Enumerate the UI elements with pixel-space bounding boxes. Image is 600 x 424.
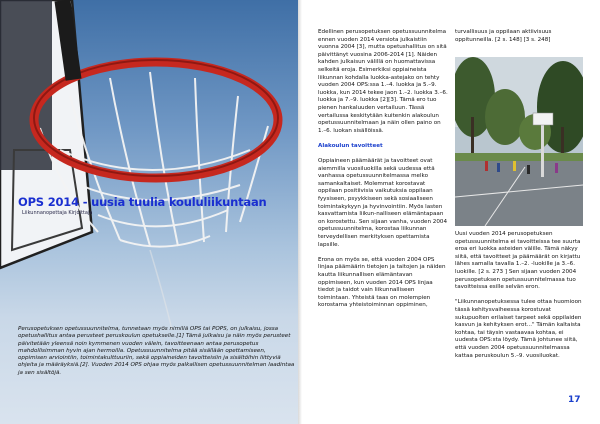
player	[555, 163, 558, 173]
text-column-2-bottom	[455, 231, 583, 368]
outdoor-court-photo	[455, 57, 583, 226]
paragraph: Oppiaineen päämäärät ja tavoitteet ovat aiemmilla vuosiluokilla sekä uudessa että vanhassa opetussuunnitelmassa melko samankaltaiset. Molemmat korostavat oppilaan positiivisia vaikutuksia oppilaan fyysiseen, psyykkiseen sekä sosiaaliseen toimintakykyyn ja hyvinvointiin. Myös lasten kasvattamista liikun-nalliseen elämäntapaan on korostettu. Sen sijaan vanha, vuoden 2004 opetussuunnitelma, korostaa liikunnan terveydellisen merkityksen opettamista lapsille.	[318, 158, 448, 248]
page-gutter	[298, 0, 302, 424]
article-title: OPS 2014 - uusia tuulia koululiikuntaan	[18, 195, 267, 209]
text-column-1	[318, 29, 448, 318]
article-intro: Perusopetuksen opetussuunnitelma, tunnetaan myös nimillä OPS tai POPS, on julkaisu, jossa opetushallitus antaa perusteet peruskoulun opetukselle.[1] Tämä julkaisu ja näin myös perusteet päivitetään yleensä noin kymmenen vuoden välein, tavoitteenaan antaa perusopetus mahdollisimman hyvin ajan hermoilla. Opetussuunnitelma pitää sisällään opettamiseen, oppimisen arviointiin, toimintakulttuuriin, sekä oppiaineiden tavoitteisiin ja sisältöihin liittyviä ohjeita ja määräyksiä.[2]. Vuoden 2014 OPS ohjaa myös palkallisen opetussuunnitelman laadintaa ja sen sisältöjä.	[18, 326, 295, 376]
paragraph: Uusi vuoden 2014 perusopetuksen opetussuunnitelma ei tavoitteissa tee suurta eroa eri luokka asteiden välille. Tämä näkyy siitä, että tavoitteet ja päämäärät on kirjattu lähes samalla tavalla 1.–2. -luokille ja 3.–6. luokille. [2 s. 273 ] Sen sijaan vuoden 2004 perusopetuksen opetussuunnitelmassa tuo tavoitteissa esille selvän eron.	[455, 231, 581, 291]
player	[497, 163, 500, 172]
paragraph: Edellinen perusopetuksen opetussuunnitelma ennen vuoden 2014 versiota julkaistiin vuonna 2004 [3], mutta opetushallitus on sitä päivittänyt vuosina 2006-2014 [1]. Näiden kahden julkaisun välillä on huomattavissa selkeitä eroja. Esimerkiksi oppiaineista liikunnan kohdalla luokka-astejako on tehty vuoden 2004 OPS:ssa 1.–4. luokka ja 5.–9. luokka, kun 2014 tekee jaon 1.–2. luokka 3.–6. luokka ja 7.–9. luokka [2][3]. Tämä ero tuo pienen hankaluuden vertailuun. Tässä vertailussa keskitytään kuitenkin alakoulun opetussuunnitelmaan ja näin ollen paino on 1.–6. luokan sisällöissä.	[318, 29, 448, 134]
player	[513, 161, 516, 171]
paragraph: Erona on myös se, että vuoden 2004 OPS linjaa päämäärin tietojen ja taitojen ja näiden kautta liikunnallisen elämäntavan oppimiseen, kun vuoden 2014 OPS linjaa tiedot ja taidot vain liikunnalliseen toimintaan. Yhteistä taas on molempien korostama yhteistoiminnan oppiminen,	[318, 256, 446, 309]
paragraph: "Liikunnanopetuksessa tulee ottaa huomioon tässä kehitysvaiheessa korostuvat sukupuolten erilaiset tarpeet sekä oppilaiden kasvun ja kehityksen erot..." Tämän kaltaista kohtaa, tai täysin vastaavaa kohtaa, ei uudesta OPS:sta löydy. Tämä johtunee siitä, että vuoden 2004 opetussuunnitelmassa kattaa peruskoulun 5.–9. vuosiluokat.	[455, 299, 582, 359]
player	[527, 165, 530, 174]
text-column-2-top	[455, 29, 583, 52]
article-byline: Liikunnanopettaja Kirjoittaja	[22, 210, 93, 216]
basket-board	[533, 113, 553, 125]
tree	[485, 89, 525, 145]
paragraph: turvallisuus ja oppilaan aktiivisuus oppitunneilla. [2 s. 148] [3 s. 248]	[455, 29, 552, 43]
page-number: 17	[568, 395, 581, 405]
player	[485, 161, 488, 171]
section-subheading: Alakoulun tavoitteet	[318, 142, 383, 149]
